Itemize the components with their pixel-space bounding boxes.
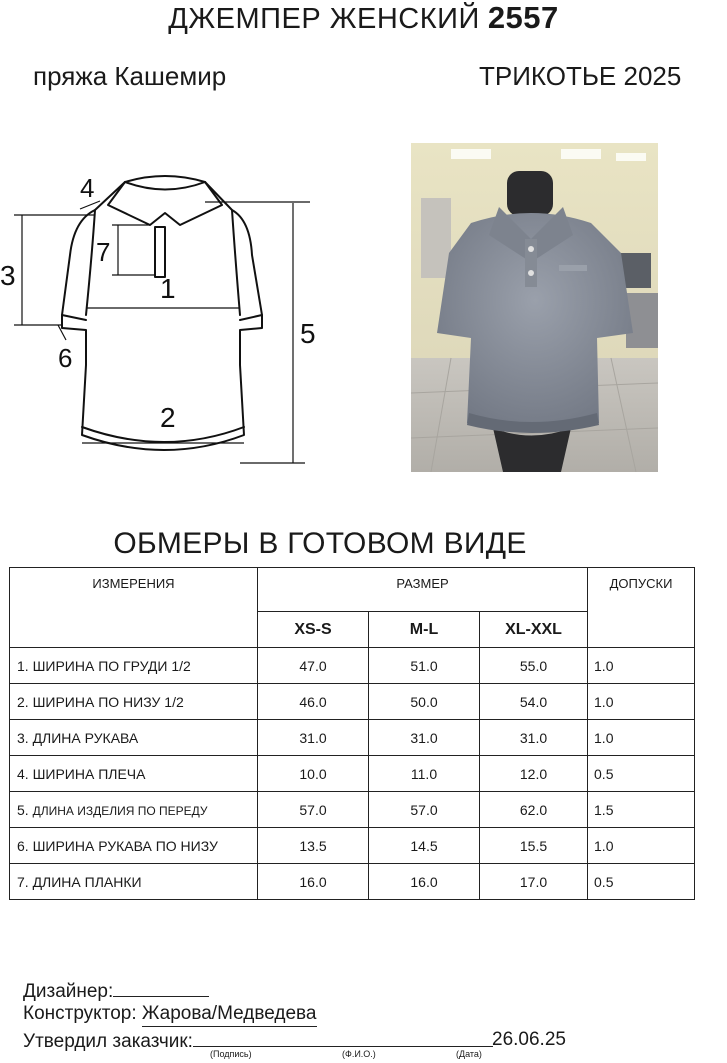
constructor-line [23, 1002, 317, 1027]
season-label: ТРИКОТЬЕ 2025 [479, 61, 682, 91]
row-value: 15.5 [480, 828, 588, 864]
table-row [10, 684, 695, 720]
document-title [0, 0, 727, 37]
row-tolerance: 1.0 [588, 828, 695, 864]
row-value: 47.0 [258, 648, 369, 684]
row-value: 31.0 [258, 720, 369, 756]
row-value: 57.0 [369, 792, 480, 828]
designer-line [23, 978, 209, 1004]
row-tolerance: 0.5 [588, 756, 695, 792]
row-value: 50.0 [369, 684, 480, 720]
row-tolerance: 1.0 [588, 684, 695, 720]
sketch-label-3: 3 [0, 260, 16, 291]
row-value: 10.0 [258, 756, 369, 792]
row-tolerance: 1.0 [588, 648, 695, 684]
row-value: 11.0 [369, 756, 480, 792]
row-value: 17.0 [480, 864, 588, 900]
row-tolerance: 1.0 [588, 720, 695, 756]
approved-line [23, 1028, 493, 1054]
row-value: 31.0 [480, 720, 588, 756]
size-m-l: M-L [369, 612, 480, 648]
row-name: 7. ДЛИНА ПЛАНКИ [10, 864, 258, 900]
yarn-label: пряжа Кашемир [33, 61, 227, 91]
sketch-label-4: 4 [80, 173, 95, 203]
table-row [10, 720, 695, 756]
title-text: ДЖЕМПЕР ЖЕНСКИЙ [168, 3, 480, 35]
model-number: 2557 [487, 0, 559, 35]
table-row [10, 792, 695, 828]
row-value: 54.0 [480, 684, 588, 720]
size-xl-xxl: XL-XXL [480, 612, 588, 648]
row-value: 57.0 [258, 792, 369, 828]
measurements-header: ИЗМЕРЕНИЯ [10, 568, 258, 648]
size-xs-s: XS-S [258, 612, 369, 648]
garment-sketch [0, 165, 340, 470]
approval-date: 26.06.25 [492, 1029, 566, 1050]
approval-signature-line [193, 1028, 493, 1047]
tolerance-header: ДОПУСКИ [588, 568, 695, 648]
row-name: 6. ШИРИНА РУКАВА ПО НИЗУ [10, 828, 258, 864]
table-row [10, 864, 695, 900]
row-value: 55.0 [480, 648, 588, 684]
constructor-name: Жарова/Медведева [142, 1002, 317, 1027]
designer-signature-line [113, 978, 209, 997]
row-name: 3. ДЛИНА РУКАВА [10, 720, 258, 756]
sketch-label-2: 2 [160, 402, 176, 433]
caption-date: (Дата) [456, 1049, 482, 1059]
row-name: 4. ШИРИНА ПЛЕЧА [10, 756, 258, 792]
row-name-prefix: 5. [17, 801, 33, 818]
row-value: 13.5 [258, 828, 369, 864]
sketch-label-7: 7 [96, 237, 111, 267]
sketch-label-6: 6 [58, 343, 73, 373]
approved-label: Утвердил заказчик: [23, 1031, 193, 1052]
row-name: 1. ШИРИНА ПО ГРУДИ 1/2 [10, 648, 258, 684]
sketch-label-1: 1 [160, 273, 176, 304]
measurements-table [9, 567, 695, 900]
row-value: 14.5 [369, 828, 480, 864]
row-tolerance: 1.5 [588, 792, 695, 828]
row-value: 16.0 [369, 864, 480, 900]
constructor-label: Конструктор: [23, 1003, 137, 1024]
product-photo [411, 143, 658, 472]
table-row [10, 648, 695, 684]
row-tolerance: 0.5 [588, 864, 695, 900]
row-value: 51.0 [369, 648, 480, 684]
row-value: 12.0 [480, 756, 588, 792]
row-value: 31.0 [369, 720, 480, 756]
sketch-label-5: 5 [300, 318, 316, 349]
table-row [10, 756, 695, 792]
row-name-text: ДЛИНА ИЗДЕЛИЯ ПО ПЕРЕДУ [32, 803, 208, 818]
row-value: 16.0 [258, 864, 369, 900]
row-value: 46.0 [258, 684, 369, 720]
row-name [10, 792, 258, 828]
size-header: РАЗМЕР [258, 568, 588, 612]
row-value: 62.0 [480, 792, 588, 828]
table-row [10, 828, 695, 864]
designer-label: Дизайнер: [23, 981, 114, 1002]
row-name: 2. ШИРИНА ПО НИЗУ 1/2 [10, 684, 258, 720]
caption-name: (Ф.И.О.) [342, 1049, 376, 1059]
table-heading: ОБМЕРЫ В ГОТОВОМ ВИДЕ [113, 527, 527, 560]
caption-signature: (Подпись) [210, 1049, 252, 1059]
